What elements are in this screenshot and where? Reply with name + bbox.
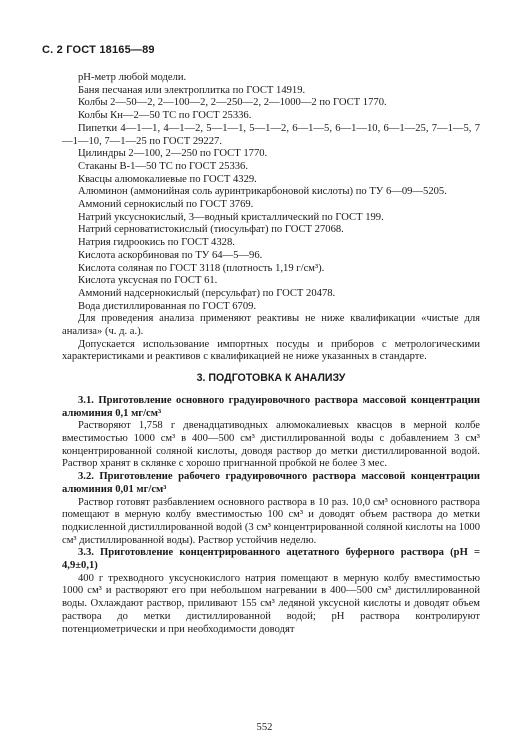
list-item: рН-метр любой модели. <box>78 72 187 83</box>
list-item: Колбы 2—50—2, 2—100—2, 2—250—2, 2—1000—2 по ГОСТ 1770. <box>78 97 387 109</box>
list-item: Колбы Кн—2—50 ТС по ГОСТ 25336. <box>78 110 252 122</box>
subsection-text: 400 г трехводного уксуснокислого натрия помещают в мерную колбу вместимостью 1000 см³ и растворяют его при небольшом нагревании в 400—500 см³ дистиллированной воды. Охлаждают раствор, приливают 155 см³ ледяной уксусной кислоты и доводят объем раствора до метки дистиллированной водой; рН раствора контролируют потенциометрически и при необходимости доводят <box>62 572 480 635</box>
list-item: Кислота соляная по ГОСТ 3118 (плотность 1,19 г/см³). <box>78 262 325 274</box>
list-item: Натрия гидроокись по ГОСТ 4328. <box>78 237 235 249</box>
page-number: 552 <box>256 722 273 733</box>
list-item: Аммоний сернокислый по ГОСТ 3769. <box>78 199 254 211</box>
list-item: Вода дистиллированная по ГОСТ 6709. <box>78 300 257 312</box>
list-item: Баня песчаная или электроплитка по ГОСТ 14919. <box>78 84 306 96</box>
list-item: Стаканы В-1—50 ТС по ГОСТ 25336. <box>78 160 248 172</box>
subsection-title: 3.1. Приготовление основного градуировочного раствора массовой концентрации алюминия 0,1 мг/см³ <box>62 394 480 419</box>
subsection-text: Раствор готовят разбавлением основного раствора в 10 раз. 10,0 см³ основного раствора помещают в мерную колбу вместимостью 100 см³ и доводят объем раствора до метки подкисленной дистиллированной водой (3 см³ концентрированной соляной кислоты на 1000 см³ дистиллированной воды). Раствор устойчив неделю. <box>62 496 480 546</box>
list-item: Цилиндры 2—100, 2—250 по ГОСТ 1770. <box>78 148 268 160</box>
list-item: Квасцы алюмокалиевые по ГОСТ 4329. <box>78 173 257 185</box>
list-item: Натрий уксуснокислый, 3—водный кристаллический по ГОСТ 199. <box>78 211 384 223</box>
section-title: 3. ПОДГОТОВКА К АНАЛИЗУ <box>196 372 346 385</box>
list-item: Кислота аскорбиновая по ТУ 64—5—96. <box>78 249 263 261</box>
list-item: Пипетки 4—1—1, 4—1—2, 5—1—1, 5—1—2, 6—1—5, 6—1—10, 6—1—25, 7—1—5, 7—1—10, 7—1—25 по ГОСТ 29227. <box>62 122 480 147</box>
list-item: Натрий серноватистокислый (тиосульфат) по ГОСТ 27068. <box>78 224 344 236</box>
subsection-title: 3.3. Приготовление концентрированного ацетатного буферного раствора (рН = 4,9±0,1) <box>62 547 480 572</box>
list-item: Алюминон (аммонийная соль ауринтрикарбоновой кислоты) по ТУ 6—09—5205. <box>78 186 447 198</box>
list-item: Кислота уксусная по ГОСТ 61. <box>78 275 218 287</box>
page-header: С. 2 ГОСТ 18165—89 <box>42 44 155 56</box>
subsection-title: 3.2. Приготовление рабочего градуировочного раствора массовой концентрации алюминия 0,01 мг/см³ <box>62 471 480 495</box>
reagent-quality-note: Для проведения анализа применяют реактивы не ниже квалификации «чистые для анализа» (ч. д. а.). <box>62 313 480 338</box>
list-item: Аммоний надсернокислый (персульфат) по ГОСТ 20478. <box>78 287 336 299</box>
document-body <box>62 72 480 636</box>
subsection-text: Растворяют 1,758 г двенадцативодных алюмокалиевых квасцов в мерной колбе вместимостью 1000 см³ в 400—500 см³ дистиллированной воды с добавлением 3 см³ концентрированной соляной кислоты, доводя раствор до метки дистиллированной водой. Раствор хранят в склянке с хорошо пригнанной пробкой не более 3 мес. <box>62 420 480 470</box>
substitution-note: Допускается использование импортных посуды и приборов с метрологическими характеристиками и реактивов с квалификацией не ниже указанных в стандарте. <box>62 338 480 363</box>
